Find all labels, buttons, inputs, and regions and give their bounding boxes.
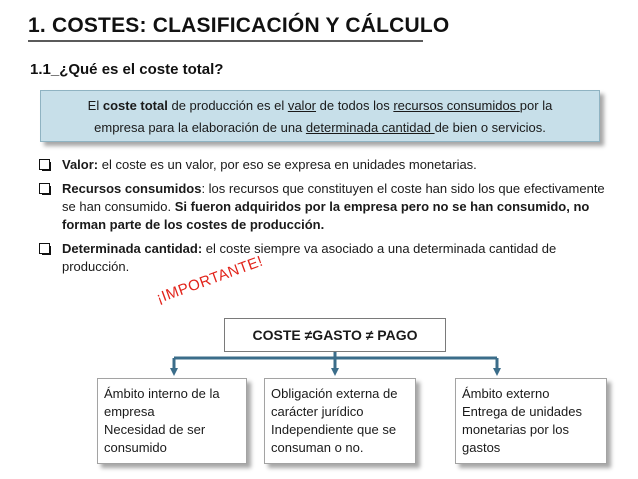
bullet-text: : los recursos que constituyen el coste han sido los que efectivamente se han consumido. [62,181,605,214]
leaf-line: monetarias por los [462,422,569,437]
definition-text: empresa para la elaboración de una [94,120,306,135]
definition-text: de todos los [316,98,394,113]
central-formula-box: COSTE ≠GASTO ≠ PAGO [224,318,446,352]
slide-subtitle: 1.1_¿Qué es el coste total? [30,61,224,78]
bullet-term: Recursos consumidos [62,181,202,196]
definition-text: de bien o servicios. [434,120,546,135]
leaf-line: Necesidad de ser [104,422,206,437]
bullet-term: Determinada cantidad: [62,241,203,256]
leaf-line: Independiente que se [271,422,397,437]
importante-stamp: ¡IMPORTANTE! [154,252,266,307]
bullet-term: Valor: [62,157,99,172]
leaf-line: empresa [104,404,155,419]
leaf-pago [455,378,607,464]
leaf-line: Ámbito interno de la [104,386,220,401]
bullet-text: el coste es un valor, por eso se expresa en unidades monetarias. [98,157,477,172]
leaf-coste [97,378,247,464]
leaf-line: Ámbito externo [462,386,550,401]
definition-term-valor: valor [287,98,317,113]
slide-title: 1. COSTES: CLASIFICACIÓN Y CÁLCULO [28,14,423,42]
definition-term-cantidad: determinada cantidad [305,120,435,135]
bullet-text: el coste siempre va asociado a una determinada cantidad de producción. [62,241,557,274]
leaf-line: consumido [104,440,167,455]
leaf-line: gastos [462,440,501,455]
leaf-gasto [264,378,416,464]
leaf-line: carácter jurídico [271,404,364,419]
leaf-line: Obligación externa de [271,386,398,401]
leaf-line: consuman o no. [271,440,364,455]
bullet-emphasis: Si fueron adquiridos por la empresa pero no se han consumido, no forman parte de los costes de producción. [62,199,590,232]
definition-term-coste-total: coste total [102,98,168,113]
definition-text: por la [519,98,553,113]
leaf-line: Entrega de unidades [462,404,582,419]
definition-term-recursos: recursos consumidos [393,98,520,113]
definition-text: El [87,98,103,113]
definition-text: de producción es el [167,98,288,113]
